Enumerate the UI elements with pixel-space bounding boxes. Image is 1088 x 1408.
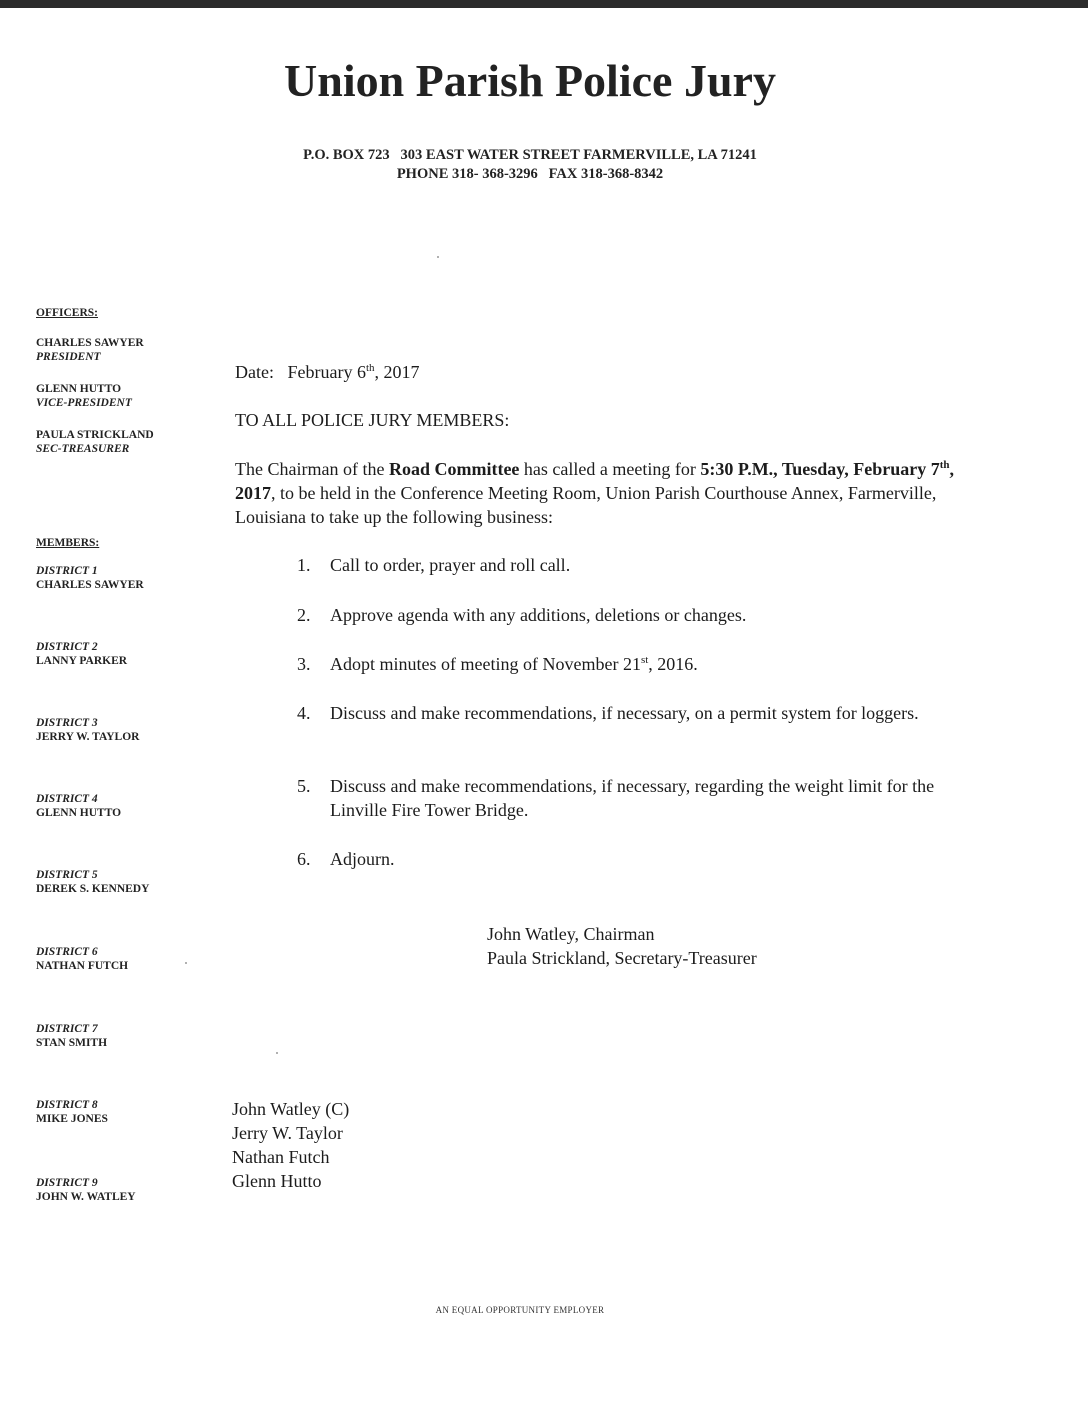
agenda-text-wrap bbox=[330, 652, 977, 676]
agenda-text: Adjourn. bbox=[330, 849, 395, 869]
meeting-time-text: 5:30 P.M., Tuesday, February 7 bbox=[700, 459, 940, 479]
signature-chairman: John Watley, Chairman bbox=[487, 924, 655, 944]
officer-title: SEC-TREASURER bbox=[36, 443, 130, 455]
letterhead-title: Union Parish Police Jury bbox=[284, 55, 776, 106]
cc-name: John Watley (C) bbox=[232, 1099, 350, 1119]
officer-entry bbox=[36, 336, 206, 364]
member-entry bbox=[36, 945, 206, 973]
cc-name: Jerry W. Taylor bbox=[232, 1123, 343, 1143]
member-entry bbox=[36, 1022, 206, 1050]
agenda-item bbox=[297, 847, 977, 871]
date-suffix: th bbox=[365, 362, 375, 374]
agenda-text: Discuss and make recommendations, if necessary, on a permit system for loggers. bbox=[330, 703, 919, 723]
member-entry bbox=[36, 640, 206, 668]
member-entry bbox=[36, 716, 206, 744]
agenda-number: 3. bbox=[297, 654, 311, 674]
agenda-number: 2. bbox=[297, 605, 311, 625]
meeting-date-suffix: th bbox=[939, 459, 950, 471]
officers-heading: OFFICERS: bbox=[36, 307, 98, 319]
member-entry bbox=[36, 868, 206, 896]
cc-name: Nathan Futch bbox=[232, 1147, 330, 1167]
agenda-item bbox=[297, 652, 977, 676]
intro-text: has called a meeting for bbox=[519, 459, 701, 479]
meeting-year: , 2017 bbox=[235, 459, 955, 503]
agenda-item bbox=[297, 774, 977, 822]
member-name: DEREK S. KENNEDY bbox=[36, 883, 150, 895]
agenda-text: Call to order, prayer and roll call. bbox=[330, 555, 571, 575]
committee-name: Road Committee bbox=[388, 459, 520, 479]
member-district: DISTRICT 9 bbox=[36, 1177, 98, 1189]
date-label: Date: bbox=[235, 362, 274, 382]
member-district: DISTRICT 4 bbox=[36, 793, 98, 805]
member-district: DISTRICT 2 bbox=[36, 641, 98, 653]
signature-block bbox=[487, 922, 757, 970]
agenda-number: 5. bbox=[297, 776, 311, 796]
agenda-item bbox=[297, 553, 977, 577]
signature-secretary: Paula Strickland, Secretary-Treasurer bbox=[487, 948, 757, 968]
member-name: NATHAN FUTCH bbox=[36, 960, 129, 972]
member-name: STAN SMITH bbox=[36, 1037, 108, 1049]
member-name: LANNY PARKER bbox=[36, 655, 128, 667]
officer-title: PRESIDENT bbox=[36, 351, 101, 363]
intro-paragraph bbox=[235, 457, 980, 529]
agenda-text: Adopt minutes of meeting of November 21 bbox=[330, 654, 641, 674]
officer-name: GLENN HUTTO bbox=[36, 383, 122, 395]
agenda-number: 6. bbox=[297, 849, 311, 869]
officer-entry bbox=[36, 382, 206, 410]
date-text: February 6 bbox=[287, 362, 366, 382]
intro-text: The Chairman of the bbox=[235, 459, 389, 479]
agenda-text-end: , 2016. bbox=[648, 654, 698, 674]
intro-text: , to be held in the Conference Meeting Room, Union Parish Courthouse Annex, Farmerville, Louisiana to take up the following business: bbox=[235, 483, 937, 527]
member-entry bbox=[36, 564, 206, 592]
address-line-2: PHONE 318- 368-3296 FAX 318-368-8342 bbox=[396, 166, 664, 182]
officer-entry bbox=[36, 428, 206, 456]
member-name: CHARLES SAWYER bbox=[36, 579, 144, 591]
member-district: DISTRICT 1 bbox=[36, 565, 98, 577]
member-district: DISTRICT 7 bbox=[36, 1023, 98, 1035]
cc-name: Glenn Hutto bbox=[232, 1171, 322, 1191]
letterhead-address bbox=[0, 146, 1060, 184]
scan-speck bbox=[185, 962, 187, 964]
date-value bbox=[287, 362, 419, 382]
member-district: DISTRICT 8 bbox=[36, 1099, 98, 1111]
scan-edge bbox=[0, 0, 1088, 8]
member-district: DISTRICT 3 bbox=[36, 717, 98, 729]
agenda-date-suffix: st bbox=[640, 654, 649, 666]
agenda-item bbox=[297, 701, 977, 725]
salutation: TO ALL POLICE JURY MEMBERS: bbox=[235, 410, 510, 430]
agenda-text: Approve agenda with any additions, deletions or changes. bbox=[330, 605, 747, 625]
agenda-number: 1. bbox=[297, 555, 311, 575]
member-name: MIKE JONES bbox=[36, 1113, 108, 1125]
member-district: DISTRICT 5 bbox=[36, 869, 98, 881]
officer-name: PAULA STRICKLAND bbox=[36, 429, 154, 441]
member-entry bbox=[36, 792, 206, 820]
cc-list bbox=[232, 1097, 349, 1193]
address-line-1: P.O. BOX 723 303 EAST WATER STREET FARMERVILLE, LA 71241 bbox=[303, 147, 757, 163]
member-name: GLENN HUTTO bbox=[36, 807, 122, 819]
date-line bbox=[235, 360, 995, 384]
footer-eoe: AN EQUAL OPPORTUNITY EMPLOYER bbox=[435, 1305, 605, 1315]
scan-speck bbox=[276, 1052, 278, 1054]
officer-name: CHARLES SAWYER bbox=[36, 337, 144, 349]
agenda-number: 4. bbox=[297, 703, 311, 723]
agenda-text: Discuss and make recommendations, if necessary, regarding the weight limit for the Linville Fire Tower Bridge. bbox=[330, 776, 935, 820]
scan-speck bbox=[437, 256, 439, 258]
officer-title: VICE-PRESIDENT bbox=[36, 397, 132, 409]
member-district: DISTRICT 6 bbox=[36, 946, 98, 958]
member-entry bbox=[36, 1176, 206, 1204]
member-name: JOHN W. WATLEY bbox=[36, 1191, 136, 1203]
member-name: JERRY W. TAYLOR bbox=[36, 731, 140, 743]
members-heading: MEMBERS: bbox=[36, 537, 100, 549]
agenda-item bbox=[297, 603, 977, 627]
date-year: , 2017 bbox=[374, 362, 420, 382]
member-entry bbox=[36, 1098, 206, 1126]
